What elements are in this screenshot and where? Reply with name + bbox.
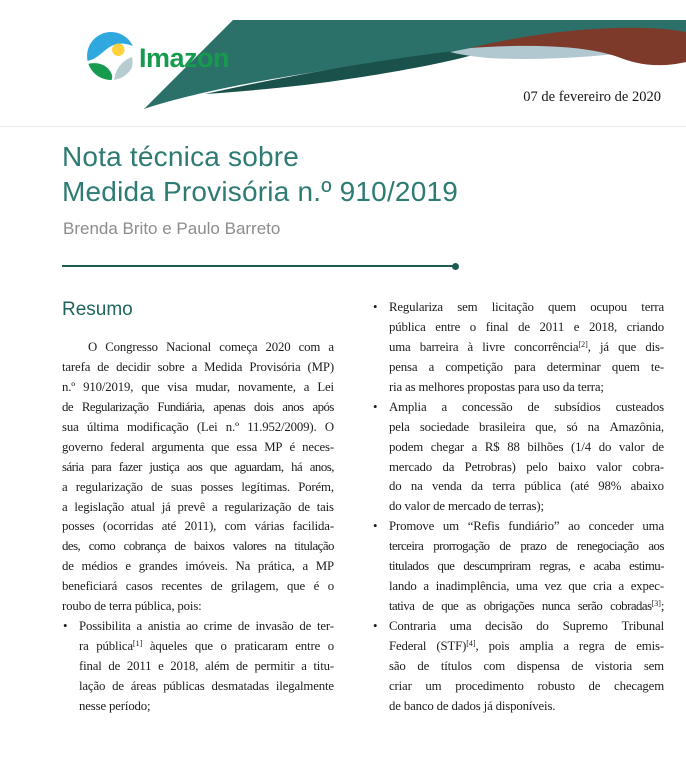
publication-date: 07 de fevereiro de 2020	[523, 89, 661, 105]
text-line: des, como cobrança de baixos valores na titulação	[62, 539, 334, 554]
text-line: • Promove um “Refis fundiário” ao conceder uma	[372, 517, 664, 537]
imazon-globe-icon	[86, 31, 136, 81]
authors: Brenda Brito e Paulo Barreto	[63, 219, 281, 238]
text-line: terceira prorrogação de prazo de renegociação aos	[389, 539, 664, 554]
text-line: pela sociedade brasileira que, só na Amazônia,	[389, 419, 664, 434]
text-line: uma barreira à livre concorrência[2], já que dis-	[389, 339, 664, 354]
text-line: lação de áreas públicas desmatadas ilegalmente	[79, 678, 334, 693]
page-title	[62, 139, 458, 209]
text-line: criar um procedimento robusto de checagem	[389, 678, 664, 693]
text-line: O Congresso Nacional começa 2020 com a	[88, 340, 334, 354]
title-line-1: Nota técnica sobre	[62, 141, 300, 172]
section-rule-dot	[452, 263, 459, 270]
text-line: mercado da Petrobras) pelo baixo valor cobra-	[389, 459, 664, 474]
text-line: sária para fazer justiça aos que aguardam, há anos,	[62, 459, 334, 474]
text-line: pública entre o final de 2011 e 2018, criando	[389, 319, 664, 334]
text-line: de Regularização Fundiária, apenas dois anos após	[62, 399, 334, 414]
text-line: pensa a competição para determinar quem te-	[389, 359, 664, 374]
text-line: titulados que descumpriram regras, e acaba estimu-	[389, 559, 664, 574]
text-line: do valor de mercado de terras);	[389, 499, 544, 514]
text-line: do na venda da terra pública (até 98% abaixo	[389, 479, 664, 494]
text-line: a legislação atual já prevê a regularização de tais	[62, 499, 334, 514]
right-text-column	[372, 298, 664, 717]
text-line: a regularização de suas posses legítimas. Porém,	[62, 479, 334, 494]
text-line: posses (ocorridas até 2011), com várias facilida-	[62, 519, 334, 534]
text-line: ra pública[1] àqueles que o praticaram entre o	[79, 639, 334, 654]
title-line-2: Medida Provisória n.º 910/2019	[62, 176, 459, 207]
text-line: são de títulos com dispensa de vistoria sem	[389, 658, 664, 673]
text-line: • Regulariza sem licitação quem ocupou terra	[372, 298, 664, 318]
text-line: sua última modificação (Lei n.º 11.952/2009). O	[62, 419, 334, 434]
text-line: nesse período;	[79, 698, 151, 713]
header-divider-line	[0, 126, 686, 127]
text-line: roubo de terra pública, pois:	[62, 599, 202, 614]
text-line: n.º 910/2019, que visa mudar, novamente, a Lei	[62, 379, 334, 394]
text-line: de médios e grandes imóveis. Na prática, a MP	[62, 559, 334, 574]
logo-wordmark: Imazon	[139, 42, 230, 73]
section-heading-resumo: Resumo	[62, 299, 133, 320]
text-line: de banco de dados já disponíveis.	[389, 698, 556, 713]
text-line: Federal (STF)[4], pois amplia a regra de emis-	[389, 638, 664, 653]
text-line: podem chegar a R$ 88 bilhões (1/4 do valor de	[389, 439, 664, 454]
text-line: • Contraria uma decisão do Supremo Tribunal	[372, 617, 664, 637]
text-line: governo federal argumenta que essa MP é neces-	[62, 439, 334, 454]
left-text-column	[62, 338, 334, 717]
text-line: lando a inadimplência, uma vez que cria a expec-	[389, 579, 664, 594]
text-line: tarefa de decidir sobre a Medida Provisória (MP)	[62, 359, 334, 374]
section-rule	[62, 265, 453, 267]
text-line: beneficiará casos recentes de grilagem, que é o	[62, 579, 334, 594]
text-line: final de 2011 e 2018, além de permitir a titu-	[79, 659, 334, 673]
text-line: ria as melhores propostas para uso da terra;	[389, 379, 604, 394]
text-line: • Possibilita a anistia ao crime de invasão de ter-	[62, 617, 334, 637]
imazon-logo	[86, 31, 229, 81]
text-line: tativa de que as obrigações nunca serão cobradas[3];	[389, 599, 664, 614]
text-line: • Amplia a concessão de subsídios custeados	[372, 398, 664, 418]
